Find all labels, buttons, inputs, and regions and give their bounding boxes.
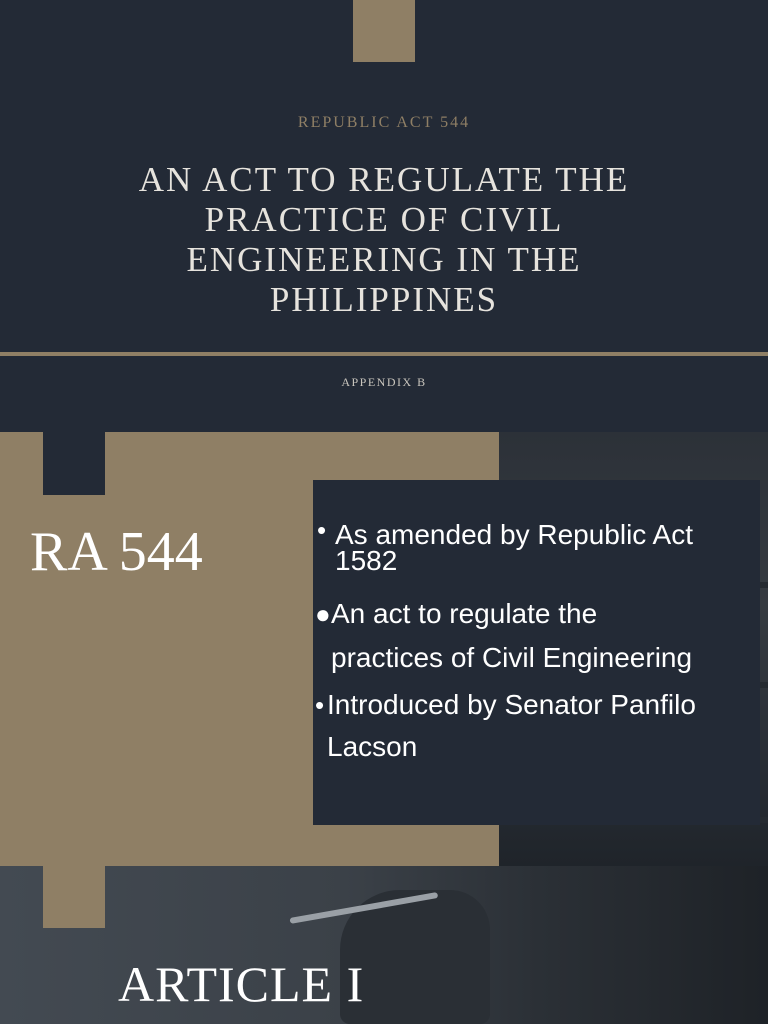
bullet-line: practices of Civil Engineering: [331, 642, 693, 673]
slide-kicker: REPUBLIC ACT 544: [297, 114, 471, 131]
ra-heading: RA 544: [30, 521, 203, 583]
bullet-line: Lacson: [327, 731, 418, 762]
bullet-line: Introduced by Senator Panfilo: [327, 689, 696, 720]
slide-title-line: PHILIPPINES: [269, 280, 499, 319]
bullet-list: [313, 515, 760, 768]
bullet-marker: •: [315, 690, 325, 720]
bullet-item: [313, 684, 760, 768]
bullet-marker: ●: [315, 599, 331, 629]
ra-544-slide: [0, 432, 768, 866]
decorative-notch: [43, 432, 105, 495]
bullet-box: [313, 480, 760, 825]
bullet-item: [313, 515, 760, 576]
slide-title-line: ENGINEERING IN THE: [186, 240, 582, 279]
article-heading: ARTICLE I: [118, 956, 365, 1012]
bullet-line: 1582: [335, 545, 398, 576]
slide-subtitle: APPENDIX B: [341, 375, 427, 389]
title-divider: [0, 352, 768, 356]
decorative-tab: [353, 0, 415, 62]
article-slide: [0, 866, 768, 1024]
title-slide: [0, 0, 768, 432]
bullet-line: As amended by Republic Act: [335, 519, 693, 550]
bullet-line: An act to regulate the: [331, 598, 598, 629]
slide-title-line: AN ACT TO REGULATE THE: [138, 160, 630, 199]
decorative-notch: [43, 866, 105, 928]
slide-title: [84, 160, 684, 320]
bullet-marker: •: [317, 515, 327, 545]
bullet-item: [313, 592, 760, 680]
slide-title-line: PRACTICE OF CIVIL: [204, 200, 564, 239]
